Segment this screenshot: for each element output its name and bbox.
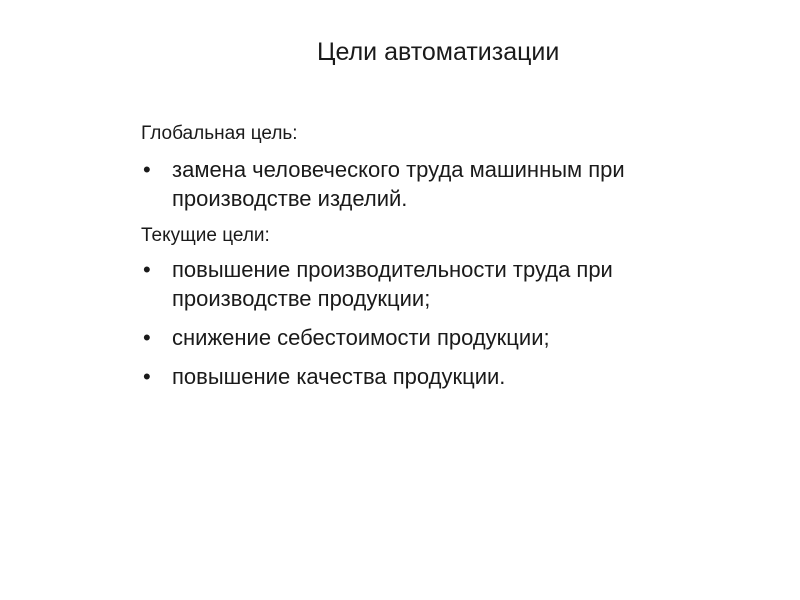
bullet-icon: •: [143, 257, 151, 282]
list-item-line: повышение производительности труда при: [172, 257, 613, 282]
list-item: [141, 155, 741, 213]
current-goals-list: [141, 255, 741, 391]
list-item-line: повышение качества продукции.: [172, 364, 506, 389]
list-item-line: снижение себестоимости продукции;: [172, 325, 550, 350]
list-item: [141, 255, 741, 313]
bullet-icon: •: [143, 325, 151, 350]
global-goal-heading: Глобальная цель:: [141, 123, 298, 144]
list-item-line: замена человеческого труда машинным при: [172, 157, 625, 182]
global-goal-list: [141, 155, 741, 213]
list-item-line: производстве изделий.: [172, 186, 408, 211]
current-goals-heading: Текущие цели:: [141, 225, 270, 246]
slide-content: [141, 121, 741, 401]
list-item: [141, 362, 741, 391]
slide-title: Цели автоматизации: [317, 38, 560, 66]
bullet-icon: •: [143, 157, 151, 182]
bullet-icon: •: [143, 364, 151, 389]
list-item: [141, 323, 741, 352]
list-item-line: производстве продукции;: [172, 286, 431, 311]
